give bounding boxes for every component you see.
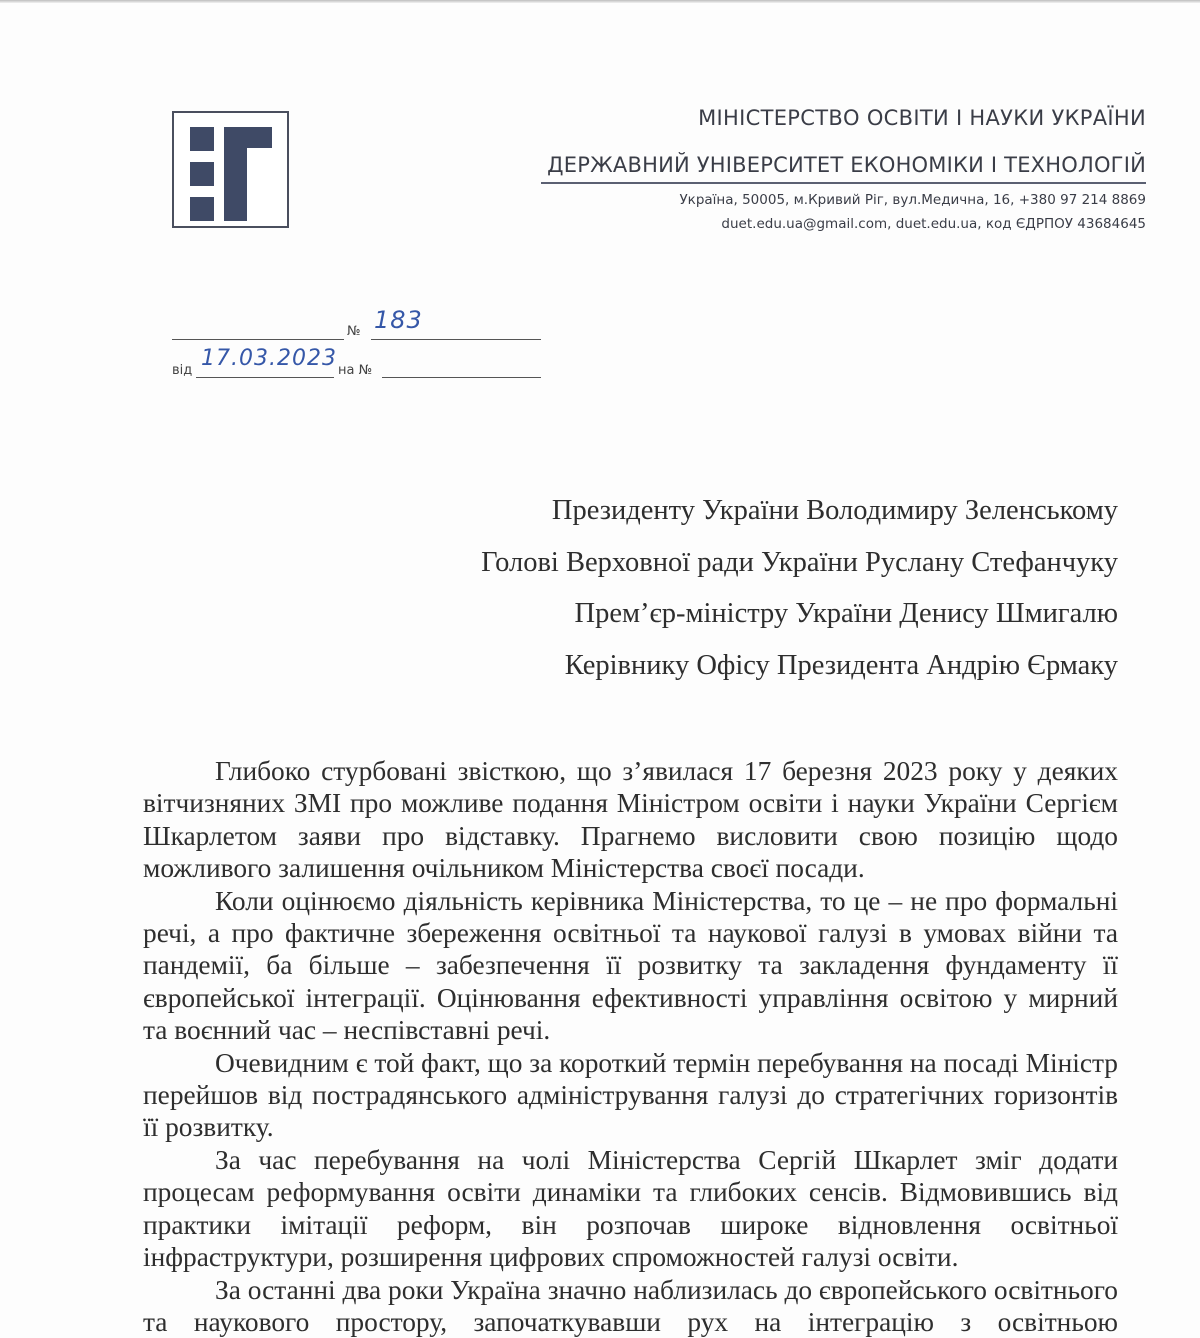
body-paragraph: Коли оцінюємо діяльність керівника Міністерства, то це – не про формальні речі, а про фактичне збереження освітньої та наукової галузі в умовах війни та пандемії, ба більше – забезпечення її розвитку та закладення фундаменту її європейської інтеграції. Оцінювання ефективності управління освітою у мирний та воєнний час – неспівставні речі. (143, 885, 1118, 1047)
body-paragraph: Очевидним є той факт, що за короткий термін перебування на посаді Міністр перейшов від пострадянського адміністрування галузі до стратегічних горизонтів її розвитку. (143, 1047, 1118, 1144)
reply-number-line (382, 377, 541, 378)
university-address: Україна, 50005, м.Кривий Ріг, вул.Медична, 16, +380 97 214 8869 (679, 192, 1146, 208)
logo-stem-icon (224, 127, 247, 221)
body-paragraph: Глибоко стурбовані звісткою, що з’явилася 17 березня 2023 року у деяких вітчизняних ЗМІ про можливе подання Міністром освіти і науки України Сергієм Шкарлетом заяви про відставку. Прагнемо висловити свою позицію щодо можливого залишення очільником Міністерства своєї посади. (143, 755, 1118, 885)
reply-number-label: на № (338, 363, 372, 378)
handwritten-number: 183 (374, 306, 423, 334)
logo-square-icon (190, 197, 214, 221)
header-divider (541, 182, 1146, 184)
addressee-president: Президенту України Володимиру Зеленському (552, 495, 1118, 527)
university-name: ДЕРЖАВНИЙ УНІВЕРСИТЕТ ЕКОНОМІКИ І ТЕХНОЛОГІЙ (547, 153, 1146, 177)
addressee-prime-minister: Прем’єр-міністру України Денису Шмигалю (574, 598, 1118, 630)
logo-square-icon (190, 162, 214, 186)
page-top-edge (0, 0, 1200, 3)
number-label: № (347, 324, 361, 339)
logo-square-icon (190, 127, 214, 151)
university-logo (172, 111, 289, 228)
university-contacts: duet.edu.ua@gmail.com, duet.edu.ua, код ЄДРПОУ 43684645 (721, 216, 1146, 232)
handwritten-date: 17.03.2023 (201, 346, 337, 371)
date-line (196, 377, 334, 378)
letter-body (143, 755, 1118, 1338)
addressee-parliament-head: Голові Верховної ради України Руслану Стефанчуку (481, 547, 1118, 579)
ministry-name: МІНІСТЕРСТВО ОСВІТИ І НАУКИ УКРАЇНИ (698, 106, 1146, 130)
number-line (371, 339, 541, 340)
outgoing-blank-line (172, 339, 344, 340)
body-paragraph: За час перебування на чолі Міністерства Сергій Шкарлет зміг додати процесам реформування освіти динаміки та глибоких сенсів. Відмовившись від практики імітації реформ, він розпочав широке відновлення освітньої інфраструктури, розширення цифрових спроможностей галузі освіти. (143, 1144, 1118, 1274)
body-paragraph: За останні два роки Україна значно наблизилась до європейського освітнього та наукового простору, започаткувавши рух на інтеграцію з освітньою (143, 1274, 1118, 1338)
addressee-president-office-head: Керівнику Офісу Президента Андрію Єрмаку (565, 650, 1118, 682)
date-label: від (172, 363, 192, 378)
